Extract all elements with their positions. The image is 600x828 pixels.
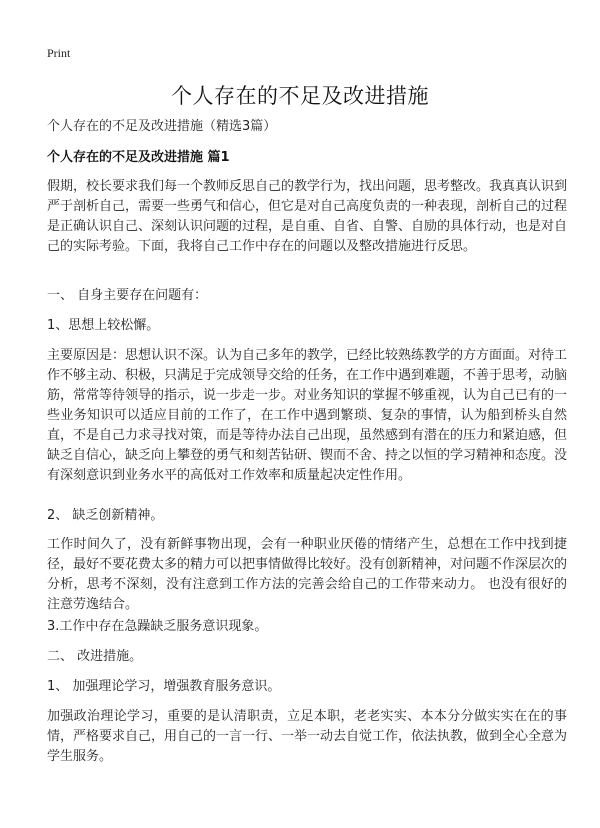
section-1-heading: 一、 自身主要存在问题有： [47,288,208,303]
section-1-item-2-heading: 2、 缺乏创新精神。 [47,508,164,523]
section-1-item-2-paragraph: 工作时间久了，没有新鲜事物出现，会有一种职业厌倦的情绪产生，总想在工作中找到捷径，最好不要花费太多的精力可以把事情做得比较好。没有创新精神，对问题不作深层次的分析，思考不深刻，没有注意到工作方法的完善会给自己的工作带来动力。 也没有很好的注意劳逸结合。 [47,537,568,612]
article-heading: 个人存在的不足及改进措施 篇1 [47,150,230,165]
section-2-heading: 二、 改进措施。 [47,649,143,664]
section-1-item-3-heading: 3.工作中存在急躁缺乏服务意识现象。 [47,619,268,634]
document-subtitle: 个人存在的不足及改进措施（精选3篇） [47,119,277,134]
intro-paragraph: 假期，校长要求我们每一个教师反思自己的教学行为，找出问题，思考整改。我真真认识到严于剖析自己，需要一些勇气和信心，但它是对自己高度负责的一种表现，剖析自己的过程是正确认识自己、深刻认识问题的过程，是自重、自省、自警、自励的具体行动，也是对自己的实际考验。下面，我将自己工作中存在的问题以及整改措施进行反思。 [47,179,568,254]
print-label[interactable]: Print [47,46,71,60]
document-title: 个人存在的不足及改进措施 [171,84,429,108]
section-2-item-1-paragraph: 加强政治理论学习，重要的是认清职责，立足本职，老老实实、本本分分做实实在在的事情，严格要求自己，用自己的一言一行、一举一动去自觉工作，依法执教，做到全心全意为学生服务。 [47,709,568,764]
section-2-item-1-heading: 1、 加强理论学习，增强教育服务意识。 [47,679,281,694]
section-1-item-1-heading: 1、思想上较松懈。 [47,318,160,333]
section-1-item-1-paragraph: 主要原因是：思想认识不深。认为自己多年的教学，已经比较熟练教学的方方面面。对待工作不够主动、积极，只满足于完成领导交给的任务，在工作中遇到难题，不善于思考，动脑筋，常常等待领导的指示，说一步走一步。对业务知识的掌握不够重视，认为自己已有的一些业务知识可以适应目前的工作了，在工作中遇到繁琐、复杂的事情，认为船到桥头自然直，不是自己力求寻找对策，而是等待办法自己出现，虽然感到有潜在的压力和紧迫感，但缺乏自信心，缺乏向上攀登的勇气和刻苦钻研、锲而不舍、持之以恒的学习精神和态度。没有深刻意识到业务水平的高低对工作效率和质量起决定性作用。 [47,348,568,483]
